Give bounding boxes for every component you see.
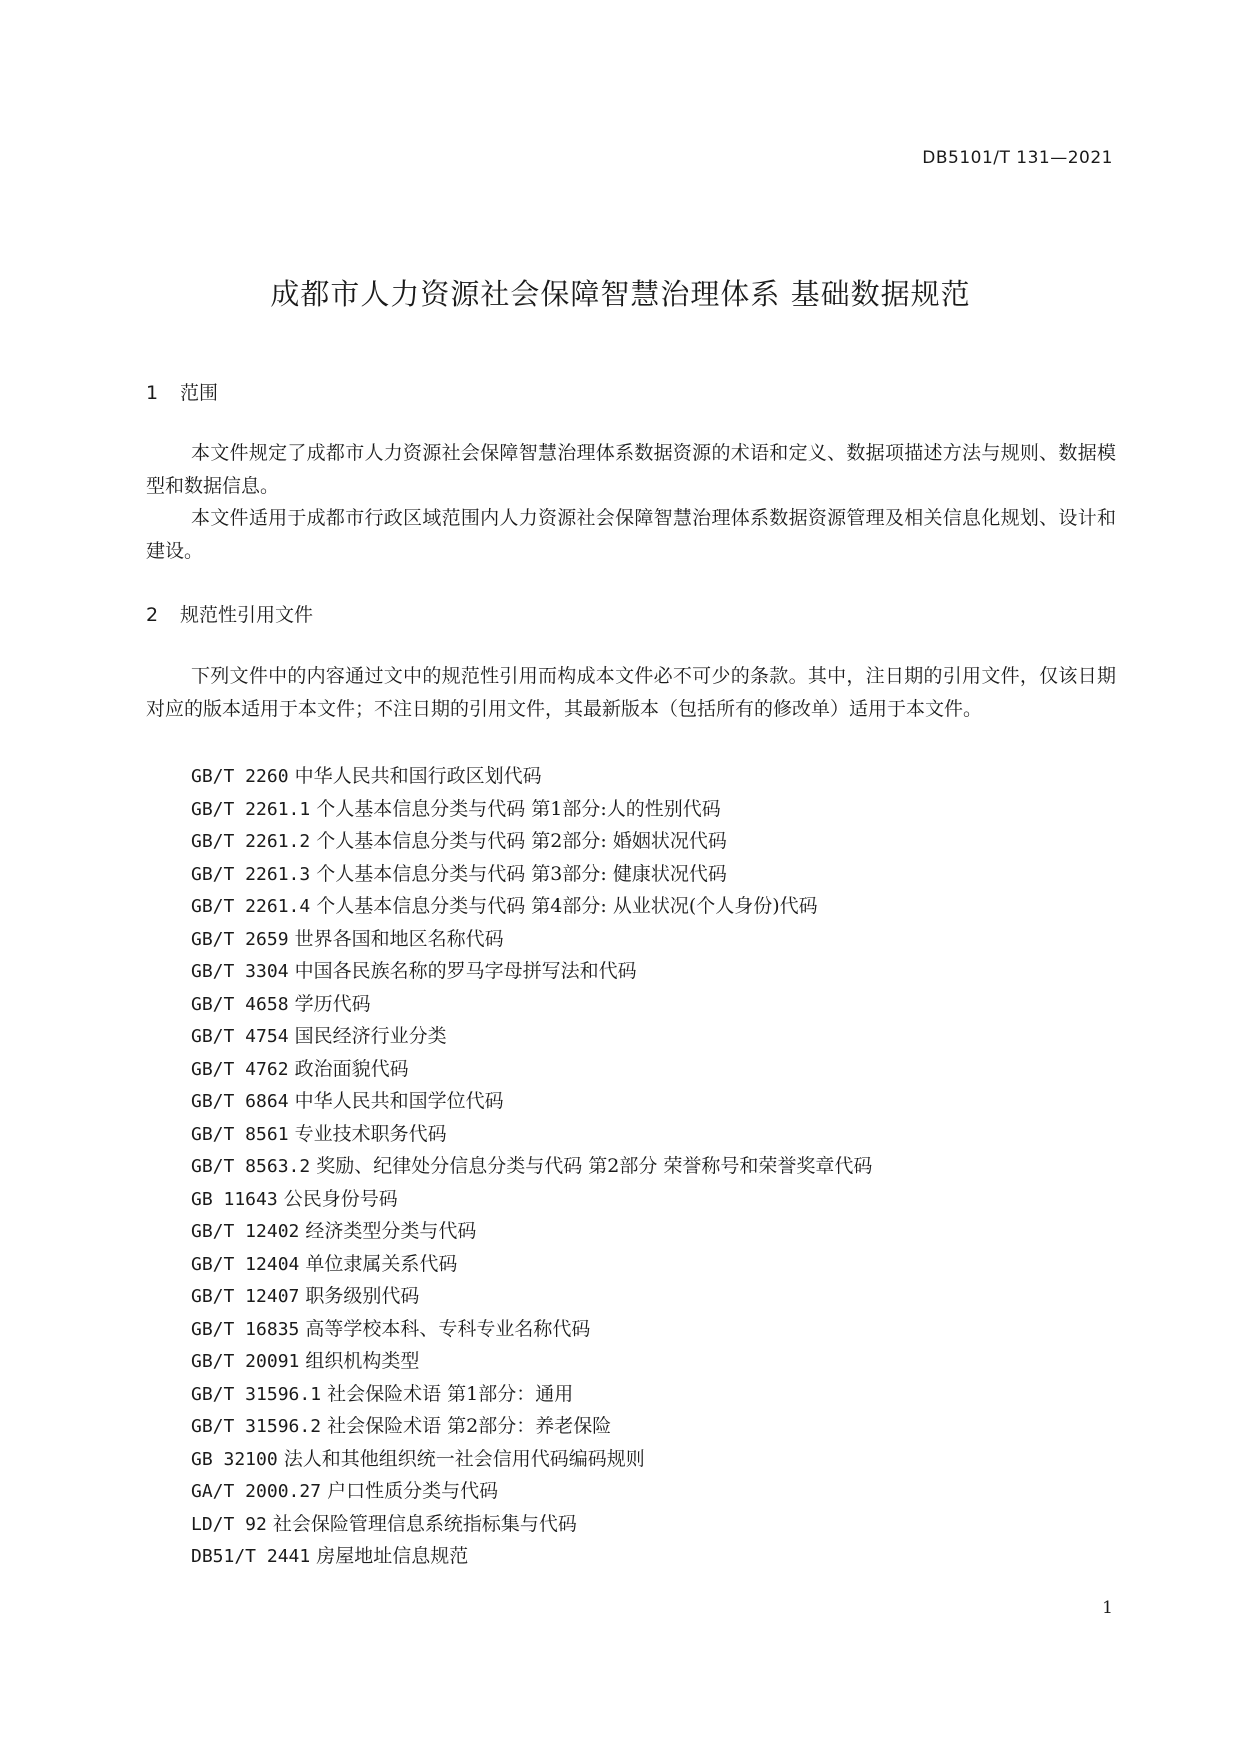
section-1-number: 1 bbox=[146, 382, 159, 404]
reference-list bbox=[191, 760, 872, 1573]
reference-code: GB/T 12404 bbox=[191, 1253, 300, 1275]
reference-title: 个人基本信息分类与代码 第3部分: 健康状况代码 bbox=[316, 862, 727, 885]
reference-item bbox=[191, 1313, 872, 1346]
reference-item bbox=[191, 1410, 872, 1443]
reference-item bbox=[191, 1475, 872, 1508]
reference-title: 法人和其他组织统一社会信用代码编码规则 bbox=[283, 1447, 645, 1470]
reference-code: GB/T 8561 bbox=[191, 1123, 289, 1145]
section-1-paragraph-1: 本文件规定了成都市人力资源社会保障智慧治理体系数据资源的术语和定义、数据项描述方法与规则、数据模型和数据信息。 bbox=[146, 442, 1116, 497]
reference-code: GB/T 2261.1 bbox=[191, 798, 311, 820]
reference-title: 中华人民共和国行政区划代码 bbox=[294, 765, 542, 787]
reference-title: 职务级别代码 bbox=[305, 1285, 420, 1307]
reference-title: 组织机构类型 bbox=[305, 1350, 420, 1372]
reference-item bbox=[191, 988, 872, 1021]
reference-code: GA/T 2000.27 bbox=[191, 1481, 322, 1502]
reference-title: 社会保险管理信息系统指标集与代码 bbox=[272, 1512, 577, 1535]
reference-title: 经济类型分类与代码 bbox=[305, 1220, 477, 1242]
reference-title: 中华人民共和国学位代码 bbox=[294, 1090, 504, 1112]
reference-title: 房屋地址信息规范 bbox=[316, 1545, 469, 1567]
reference-item bbox=[191, 1378, 872, 1411]
section-2-intro: 下列文件中的内容通过文中的规范性引用而构成本文件必不可少的条款。其中，注日期的引用文件，仅该日期对应的版本适用于本文件；不注日期的引用文件，其最新版本（包括所有的修改单）适用于本文件。 bbox=[146, 665, 1116, 720]
reference-item bbox=[191, 1150, 872, 1183]
reference-title: 个人基本信息分类与代码 第4部分: 从业状况(个人身份)代码 bbox=[316, 895, 818, 917]
document-title: 成都市人力资源社会保障智慧治理体系 基础数据规范 bbox=[270, 277, 971, 311]
reference-code: GB/T 2659 bbox=[191, 928, 289, 950]
reference-item bbox=[191, 825, 872, 858]
reference-title: 高等学校本科、专科专业名称代码 bbox=[305, 1317, 591, 1340]
reference-item bbox=[191, 1085, 872, 1118]
reference-code: GB/T 12407 bbox=[191, 1286, 300, 1307]
reference-item bbox=[191, 923, 872, 956]
reference-item bbox=[191, 858, 872, 891]
reference-code: GB/T 8563.2 bbox=[191, 1156, 311, 1177]
reference-code: GB 11643 bbox=[191, 1188, 278, 1210]
reference-title: 公民身份号码 bbox=[283, 1187, 398, 1210]
reference-code: GB/T 4762 bbox=[191, 1058, 289, 1080]
reference-title: 社会保险术语 第2部分：养老保险 bbox=[327, 1415, 612, 1437]
reference-code: GB/T 4754 bbox=[191, 1026, 289, 1047]
section-1-heading bbox=[146, 378, 218, 405]
section-2-title: 规范性引用文件 bbox=[180, 604, 314, 626]
reference-title: 中国各民族名称的罗马字母拼写法和代码 bbox=[294, 960, 637, 982]
reference-title: 奖励、纪律处分信息分类与代码 第2部分 荣誉称号和荣誉奖章代码 bbox=[316, 1155, 873, 1177]
reference-item bbox=[191, 1248, 872, 1281]
reference-item bbox=[191, 1053, 872, 1086]
reference-title: 学历代码 bbox=[294, 992, 371, 1015]
reference-code: GB/T 3304 bbox=[191, 961, 289, 982]
section-1-paragraph-2: 本文件适用于成都市行政区域范围内人力资源社会保障智慧治理体系数据资源管理及相关信息化规划、设计和建设。 bbox=[146, 507, 1116, 562]
reference-code: GB/T 20091 bbox=[191, 1351, 300, 1372]
reference-code: LD/T 92 bbox=[191, 1513, 267, 1535]
reference-title: 单位隶属关系代码 bbox=[305, 1252, 458, 1275]
reference-item bbox=[191, 955, 872, 988]
reference-code: GB/T 2261.2 bbox=[191, 831, 311, 852]
reference-code: GB/T 2260 bbox=[191, 766, 289, 787]
reference-item bbox=[191, 793, 872, 826]
reference-item bbox=[191, 1508, 872, 1541]
reference-item bbox=[191, 1280, 872, 1313]
reference-title: 个人基本信息分类与代码 第1部分:人的性别代码 bbox=[316, 797, 721, 820]
reference-code: GB/T 2261.4 bbox=[191, 896, 311, 917]
reference-title: 个人基本信息分类与代码 第2部分: 婚姻状况代码 bbox=[316, 830, 727, 852]
reference-item bbox=[191, 1118, 872, 1151]
reference-code: GB/T 6864 bbox=[191, 1091, 289, 1112]
reference-code: GB/T 16835 bbox=[191, 1318, 300, 1340]
reference-item bbox=[191, 1215, 872, 1248]
section-2-heading bbox=[146, 600, 313, 627]
reference-code: GB/T 12402 bbox=[191, 1221, 300, 1242]
reference-item bbox=[191, 760, 872, 793]
document-code: DB5101/T 131—2021 bbox=[922, 148, 1113, 168]
reference-item bbox=[191, 1540, 872, 1573]
reference-title: 社会保险术语 第1部分：通用 bbox=[327, 1382, 574, 1405]
reference-title: 政治面貌代码 bbox=[294, 1057, 409, 1080]
reference-code: GB 32100 bbox=[191, 1448, 278, 1470]
reference-item bbox=[191, 1443, 872, 1476]
reference-title: 国民经济行业分类 bbox=[294, 1025, 447, 1047]
section-2-number: 2 bbox=[146, 604, 159, 626]
reference-code: GB/T 4658 bbox=[191, 993, 289, 1015]
reference-item bbox=[191, 890, 872, 923]
reference-title: 户口性质分类与代码 bbox=[327, 1480, 499, 1502]
reference-title: 世界各国和地区名称代码 bbox=[294, 927, 504, 950]
reference-item bbox=[191, 1020, 872, 1053]
reference-item bbox=[191, 1345, 872, 1378]
reference-code: GB/T 2261.3 bbox=[191, 863, 311, 885]
page-number: 1 bbox=[1102, 1598, 1113, 1618]
section-1-title: 范围 bbox=[180, 382, 219, 404]
reference-item bbox=[191, 1183, 872, 1216]
reference-code: GB/T 31596.2 bbox=[191, 1416, 322, 1437]
reference-title: 专业技术职务代码 bbox=[294, 1122, 447, 1145]
reference-code: DB51/T 2441 bbox=[191, 1546, 311, 1567]
reference-code: GB/T 31596.1 bbox=[191, 1383, 322, 1405]
